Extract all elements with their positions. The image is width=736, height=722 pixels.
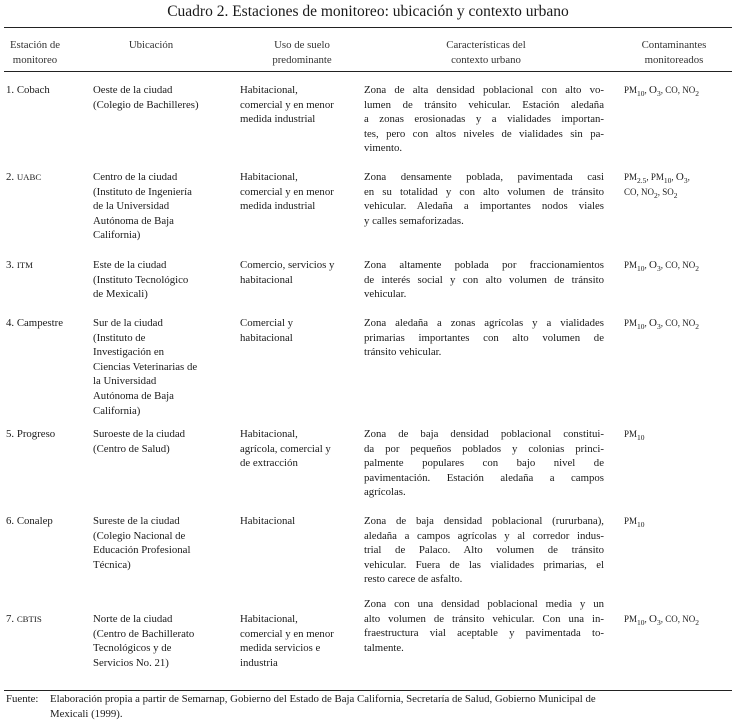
urban-context-line: agrícolas. [364, 486, 406, 499]
location-line: California) [93, 404, 141, 417]
station-number: 2. [6, 171, 15, 183]
location-line: Tecnológicos y de [93, 642, 172, 655]
header-line: monitoreados [644, 53, 704, 66]
source-line: Elaboración propia a partir de Semarnap, Gobierno del Estado de Baja California, Secretaría de Salud, Gobierno Municipal de [50, 693, 596, 705]
urban-context-cell [364, 316, 604, 360]
land-use-line: comercial y en menor [240, 627, 334, 640]
urban-context-line: primarias importantes con alto volumen de [364, 331, 604, 344]
header-line: contexto urbano [451, 53, 521, 66]
pollutant-text: PM [624, 516, 638, 526]
station-number: 7. [6, 613, 15, 625]
land-use-line: agrícola, comercial y [240, 442, 331, 455]
pollutant-subscript: 10 [637, 89, 645, 98]
location-line: (Colegio de Bachilleres) [93, 98, 199, 111]
pollutant-text: , CO, [660, 318, 683, 328]
urban-context-line: tes, pero con altos niveles de vialidades sin pa- [364, 127, 604, 140]
header-line: Ubicación [128, 39, 174, 51]
urban-context-line: trial de Palaco. Alto volumen de tránsito [364, 544, 604, 557]
pollutants-cell [624, 316, 699, 331]
source-label: Fuente: [6, 693, 39, 705]
pollutant-text: O [649, 613, 657, 625]
table-title: Cuadro 2. Estaciones de monitoreo: ubicación y contexto urbano [167, 3, 569, 20]
header-line: Características del [446, 39, 526, 51]
pollutant-text: PM [624, 172, 638, 182]
header-4 [612, 38, 736, 67]
urban-context-cell [364, 427, 604, 500]
pollutant-text: NO [682, 260, 696, 270]
location-line: Ciencias Veterinarias de [93, 360, 198, 373]
header-3 [364, 38, 608, 67]
station-number: 1. [6, 84, 15, 96]
pollutant-subscript: 2 [695, 618, 699, 627]
urban-context-line: Zona aledaña a zonas agrícolas y a vialidades [364, 317, 604, 329]
pollutant-text: O [649, 84, 657, 96]
urban-context-line: talmente. [364, 641, 404, 654]
station-cell [6, 427, 90, 442]
station-cell [6, 170, 90, 185]
pollutant-subscript: 2 [695, 322, 699, 331]
station-cell [6, 83, 90, 98]
location-line: Autónoma de Baja [93, 389, 174, 402]
pollutant-subscript: 3 [656, 618, 661, 627]
station-number: 6. [6, 515, 15, 527]
land-use-line: Habitacional, [240, 613, 298, 625]
location-line: la Universidad [93, 375, 157, 388]
pollutant-subscript: 10 [637, 433, 645, 442]
pollutants-line [624, 258, 699, 273]
urban-context-line: Zona con una densidad poblacional media y un [364, 598, 604, 610]
pollutant-text: PM [624, 85, 638, 95]
source-line: Mexicali (1999). [50, 707, 123, 720]
location-line: California) [93, 229, 141, 242]
location-line: Autónoma de Baja [93, 214, 174, 227]
pollutant-text: PM [624, 318, 638, 328]
pollutant-text: , CO, [660, 85, 683, 95]
urban-context-cell [364, 597, 604, 655]
pollutant-text: , [646, 172, 651, 182]
land-use-cell [240, 170, 360, 214]
pollutant-text: , [644, 85, 650, 95]
station-cell [6, 514, 90, 529]
pollutant-text: NO [682, 85, 696, 95]
pollutant-subscript: 10 [637, 520, 645, 529]
pollutant-text: SO [662, 186, 674, 197]
location-line: Técnica) [93, 558, 131, 571]
pollutant-text: CO, [624, 186, 642, 197]
header-1 [66, 38, 236, 53]
pollutants-cell [624, 427, 645, 442]
pollutant-text: PM [624, 260, 638, 270]
location-line: (Centro de Bachillerato [93, 627, 195, 640]
location-line: (Colegio Nacional de [93, 529, 186, 542]
pollutants-line [624, 514, 645, 529]
urban-context-line: Zona de baja densidad poblacional (rururbana), [364, 515, 604, 527]
urban-context-line: alto volumen de tránsito vehicular. Con una in- [364, 612, 604, 625]
land-use-line: comercial y en menor [240, 185, 334, 198]
urban-context-line: aledaña a campos agrícolas y al corredor indus- [364, 529, 604, 542]
location-cell [93, 427, 235, 456]
station-number: 3. [6, 259, 15, 271]
location-line: Este de la ciudad [93, 259, 167, 271]
pollutant-text: , [644, 318, 650, 328]
station-name: Conalep [16, 515, 53, 527]
station-name: UABC [16, 172, 42, 182]
pollutants-cell [624, 258, 699, 273]
pollutants-cell [624, 83, 699, 98]
station-number: 4. [6, 317, 15, 329]
land-use-cell [240, 514, 360, 529]
header-rule [4, 71, 732, 72]
location-line: (Instituto de Ingeniería [93, 185, 192, 198]
pollutants-cell [624, 514, 645, 529]
pollutant-subscript: 2 [695, 264, 699, 273]
pollutant-subscript: 3 [656, 89, 661, 98]
urban-context-cell [364, 514, 604, 587]
pollutant-subscript: 10 [637, 322, 645, 331]
pollutant-text: O [675, 171, 684, 183]
land-use-cell [240, 258, 360, 287]
pollutant-subscript: 3 [656, 264, 661, 273]
land-use-line: habitacional [240, 331, 293, 344]
land-use-cell [240, 83, 360, 127]
land-use-line: Comercial y [240, 317, 294, 329]
pollutant-text: , [671, 172, 676, 182]
pollutant-subscript: 2 [695, 89, 699, 98]
urban-context-line: vehicular. [364, 288, 407, 301]
station-cell [6, 258, 90, 273]
pollutant-subscript: 3 [656, 322, 661, 331]
land-use-cell [240, 316, 360, 345]
location-cell [93, 258, 235, 302]
location-cell [93, 83, 235, 112]
station-cell [6, 316, 90, 331]
land-use-line: Habitacional, [240, 428, 298, 440]
pollutant-subscript: 2.5 [637, 176, 647, 185]
land-use-line: medida industrial [240, 113, 316, 126]
pollutant-text: NO [682, 318, 696, 328]
pollutant-text: , [644, 614, 650, 624]
header-line: predominante [272, 53, 332, 66]
land-use-cell [240, 612, 360, 670]
pollutant-text: PM [624, 429, 638, 439]
location-line: Educación Profesional [93, 544, 191, 557]
urban-context-line: da por pequeños poblados y colonias princi- [364, 442, 604, 455]
pollutant-text: , CO, [660, 614, 683, 624]
pollutants-line [624, 316, 699, 331]
land-use-line: industria [240, 656, 278, 669]
land-use-line: medida servicios e [240, 642, 321, 655]
urban-context-line: vimento. [364, 142, 403, 155]
urban-context-line: tránsito vehicular. [364, 346, 442, 359]
header-0 [4, 38, 66, 67]
pollutants-line [624, 427, 645, 442]
urban-context-line: vehicular. Fuera de las vialidades primarias, el [364, 558, 604, 571]
header-line: Uso de suelo [274, 39, 330, 51]
land-use-line: Habitacional [240, 515, 296, 527]
location-cell [93, 514, 235, 572]
station-name: Campestre [16, 317, 63, 329]
pollutant-subscript: 10 [663, 176, 672, 185]
pollutants-line [624, 185, 690, 200]
header-2 [240, 38, 364, 67]
location-line: (Instituto Tecnológico [93, 273, 189, 286]
land-use-line: comercial y en menor [240, 98, 334, 111]
pollutants-line [624, 170, 690, 185]
header-line: Estación de [9, 39, 61, 51]
station-name: ITM [16, 260, 33, 270]
urban-context-line: palmente populares con bajo nivel de [364, 457, 604, 470]
location-cell [93, 612, 235, 670]
pollutant-text: O [649, 259, 657, 271]
urban-context-line: Zona de alta densidad poblacional con alto vo- [364, 84, 604, 96]
location-line: Centro de la ciudad [93, 171, 178, 183]
urban-context-line: Zona altamente poblada por fraccionamientos [364, 259, 604, 271]
location-line: Investigación en [93, 346, 165, 359]
pollutant-text: , [657, 186, 663, 197]
urban-context-line: a zonas erosionadas y a vialidades importan- [364, 113, 604, 126]
pollutant-text: NO [682, 614, 696, 624]
location-line: Servicios No. 21) [93, 656, 169, 669]
location-line: de la Universidad [93, 200, 170, 213]
urban-context-line: resto carece de asfalto. [364, 573, 463, 586]
location-line: Oeste de la ciudad [93, 84, 173, 96]
pollutant-subscript: 10 [637, 618, 645, 627]
station-name: Cobach [16, 84, 50, 96]
land-use-line: Comercio, servicios y [240, 259, 335, 271]
urban-context-line: pavimentación. Estación aledaña a campos [364, 471, 604, 484]
pollutant-text: O [649, 317, 657, 329]
land-use-line: habitacional [240, 273, 293, 286]
station-name: Progreso [16, 428, 56, 440]
urban-context-line: y calles semaforizadas. [364, 214, 464, 227]
pollutant-text: PM [650, 172, 664, 182]
urban-context-line: fraestructura vial aceptable y pavimentada to- [364, 627, 604, 640]
location-line: Sur de la ciudad [93, 317, 163, 329]
land-use-cell [240, 427, 360, 471]
pollutant-text: , CO, [660, 260, 683, 270]
pollutant-subscript: 2 [654, 190, 658, 200]
pollutants-line [624, 612, 699, 627]
pollutant-subscript: 10 [637, 264, 645, 273]
urban-context-line: en su totalidad y con alto volumen de tránsito [364, 185, 604, 198]
top-rule [4, 27, 732, 28]
pollutant-text: NO [641, 186, 655, 197]
location-cell [93, 170, 235, 243]
location-line: Norte de la ciudad [93, 613, 173, 625]
station-name: CBTIS [16, 614, 42, 624]
station-number: 5. [6, 428, 15, 440]
station-cell [6, 612, 90, 627]
urban-context-line: Zona densamente poblada, pavimentada casi [364, 171, 604, 183]
land-use-line: de extracción [240, 457, 298, 470]
pollutant-text: , [687, 172, 690, 182]
location-line: (Instituto de [93, 331, 146, 344]
pollutants-line [624, 83, 699, 98]
urban-context-line: lumen de tránsito vehicular. Estación aledaña [364, 98, 604, 111]
pollutants-cell [624, 612, 699, 627]
pollutants-cell [624, 170, 690, 199]
location-line: (Centro de Salud) [93, 442, 170, 455]
pollutant-text: PM [624, 614, 638, 624]
location-line: Sureste de la ciudad [93, 515, 180, 527]
land-use-line: medida industrial [240, 200, 316, 213]
urban-context-line: Zona de baja densidad poblacional constitui- [364, 428, 604, 440]
location-cell [93, 316, 235, 418]
urban-context-line: vehicular. Aledaña a importantes nodos viales [364, 200, 604, 213]
header-line: Contaminantes [641, 39, 707, 51]
urban-context-cell [364, 83, 604, 156]
urban-context-cell [364, 258, 604, 302]
pollutant-subscript: 3 [683, 176, 688, 185]
land-use-line: Habitacional, [240, 171, 298, 183]
header-line: monitoreo [12, 53, 58, 66]
location-line: de Mexicali) [93, 288, 148, 301]
location-line: Suroeste de la ciudad [93, 428, 186, 440]
land-use-line: Habitacional, [240, 84, 298, 96]
pollutant-text: , [644, 260, 650, 270]
urban-context-cell [364, 170, 604, 228]
urban-context-line: de interés social y con alto volumen de tránsito [364, 273, 604, 286]
pollutant-subscript: 2 [673, 190, 678, 200]
